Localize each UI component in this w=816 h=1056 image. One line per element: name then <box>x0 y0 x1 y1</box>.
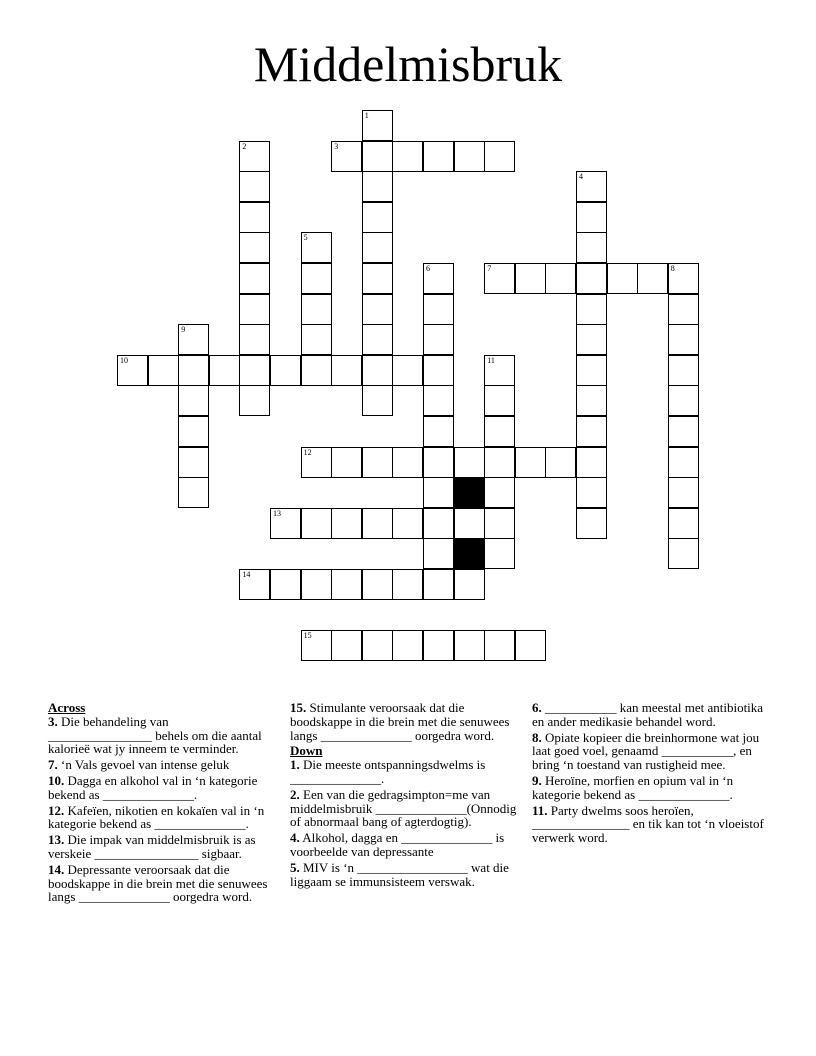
grid-cell[interactable] <box>362 294 393 325</box>
clue-number-14: 14 <box>242 570 251 579</box>
grid-cell[interactable] <box>545 447 576 478</box>
grid-cell[interactable] <box>423 263 454 294</box>
grid-cell[interactable] <box>270 508 301 539</box>
grid-cell[interactable] <box>576 171 607 202</box>
grid-cell[interactable] <box>423 385 454 416</box>
grid-cell[interactable] <box>515 447 546 478</box>
grid-cell[interactable] <box>239 232 270 263</box>
grid-cell[interactable] <box>545 263 576 294</box>
grid-cell[interactable] <box>362 141 393 172</box>
clue-number-1: 1 <box>364 111 369 120</box>
clue-number-12: 12 <box>303 447 312 457</box>
grid-cell[interactable] <box>331 141 362 172</box>
grid-cell[interactable] <box>301 232 332 263</box>
clue-number-15: 15 <box>303 631 312 641</box>
grid-cell[interactable] <box>178 416 209 447</box>
grid-block-cell <box>454 477 485 508</box>
grid-cell[interactable] <box>484 416 515 447</box>
grid-cell[interactable] <box>576 355 607 386</box>
grid-cell[interactable] <box>484 385 515 416</box>
grid-cell[interactable] <box>576 232 607 263</box>
grid-cell[interactable] <box>301 324 332 355</box>
grid-cell[interactable] <box>178 324 209 355</box>
grid-cell[interactable] <box>392 141 423 172</box>
grid-cell[interactable] <box>668 416 699 447</box>
grid-cell[interactable] <box>637 263 668 294</box>
clue-number-11: 11 <box>487 355 495 365</box>
grid-cell[interactable] <box>209 355 240 386</box>
grid-cell[interactable] <box>362 202 393 233</box>
grid-cell[interactable] <box>454 447 485 478</box>
grid-cell[interactable] <box>484 141 515 172</box>
grid-cell[interactable] <box>331 630 362 661</box>
grid-cell[interactable] <box>423 355 454 386</box>
grid-cell[interactable] <box>484 447 515 478</box>
clue-across-14: 14. Depressante veroorsaak dat die boodskappe in die brein met die senuwees langs ______________ oorgedra word. <box>48 861 268 905</box>
clue-number-9: 9 <box>181 325 186 335</box>
grid-cell[interactable] <box>668 477 699 508</box>
grid-cell[interactable] <box>362 110 393 141</box>
clue-down-5: 5. MIV is ‘n _________________ wat die liggaam se immunsisteem verswak. <box>290 859 509 889</box>
grid-cell[interactable] <box>362 447 393 478</box>
grid-cell[interactable] <box>484 538 515 569</box>
grid-cell[interactable] <box>423 294 454 325</box>
clue-down-11: 11. Party dwelms soos heroïen, _______________ en tik kan tot ‘n vloeistof verwerk word. <box>532 802 764 846</box>
grid-cell[interactable] <box>423 569 454 600</box>
clue-across-3: 3. Die behandeling van ________________ behels om die aantal kalorieë wat jy inneem te verminder. <box>48 713 262 757</box>
grid-cell[interactable] <box>362 263 393 294</box>
clue-column-1 <box>48 701 273 906</box>
clue-across-7: 7. ‘n Vals gevoel van intense geluk <box>48 757 230 773</box>
grid-cell[interactable] <box>362 508 393 539</box>
clue-across-10: 10. Dagga en alkohol val in ‘n kategorie bekend as ______________. <box>48 772 258 802</box>
grid-cell[interactable] <box>454 508 485 539</box>
grid-cell[interactable] <box>239 171 270 202</box>
grid-cell[interactable] <box>392 630 423 661</box>
grid-cell[interactable] <box>178 477 209 508</box>
clue-number-5: 5 <box>303 233 308 243</box>
clue-across-13: 13. Die impak van middelmisbruik is as verskeie ________________ sigbaar. <box>48 832 256 861</box>
grid-cell[interactable] <box>178 355 209 386</box>
grid-cell[interactable] <box>576 508 607 539</box>
clue-number-7: 7 <box>487 264 492 273</box>
grid-cell[interactable] <box>576 385 607 416</box>
grid-cell[interactable] <box>239 569 270 600</box>
grid-cell[interactable] <box>362 232 393 263</box>
grid-cell[interactable] <box>515 630 546 661</box>
grid-cell[interactable] <box>423 416 454 447</box>
grid-cell[interactable] <box>362 355 393 386</box>
grid-cell[interactable] <box>331 508 362 539</box>
clue-across-15: 15. Stimulante veroorsaak dat die boodskappe in die brein met die senuwees langs ______________ oorgedra word. <box>290 700 510 743</box>
grid-cell[interactable] <box>423 630 454 661</box>
grid-cell[interactable] <box>239 202 270 233</box>
grid-cell[interactable] <box>576 447 607 478</box>
grid-cell[interactable] <box>423 477 454 508</box>
grid-cell[interactable] <box>392 447 423 478</box>
grid-cell[interactable] <box>362 171 393 202</box>
grid-cell[interactable] <box>301 355 332 386</box>
grid-cell[interactable] <box>331 447 362 478</box>
grid-cell[interactable] <box>270 569 301 600</box>
clue-down-6: 6. ___________ kan meestal met antibiotika en ander medikasie behandel word. <box>532 700 764 729</box>
grid-cell[interactable] <box>668 538 699 569</box>
grid-cell[interactable] <box>423 538 454 569</box>
grid-cell[interactable] <box>423 324 454 355</box>
clue-down-8: 8. Opiate kopieer die breinhormone wat jou laat goed voel, genaamd ___________, en bring ‘n toestand van rustigheid mee. <box>532 729 760 773</box>
grid-cell[interactable] <box>148 355 179 386</box>
grid-cell[interactable] <box>239 355 270 386</box>
grid-cell[interactable] <box>362 385 393 416</box>
clue-number-6: 6 <box>426 264 430 273</box>
grid-cell[interactable] <box>576 416 607 447</box>
clue-number-8: 8 <box>670 264 675 273</box>
grid-cell[interactable] <box>423 508 454 539</box>
grid-cell[interactable] <box>301 263 332 294</box>
grid-cell[interactable] <box>668 508 699 539</box>
grid-cell[interactable] <box>576 324 607 355</box>
clue-down-1: 1. Die meeste ontspanningsdwelms is ______________. <box>290 757 486 786</box>
grid-cell[interactable] <box>484 630 515 661</box>
grid-cell[interactable] <box>362 569 393 600</box>
grid-cell[interactable] <box>301 447 332 478</box>
grid-cell[interactable] <box>362 630 393 661</box>
grid-cell[interactable] <box>576 294 607 325</box>
grid-cell[interactable] <box>301 508 332 539</box>
grid-cell[interactable] <box>668 263 699 294</box>
grid-cell[interactable] <box>423 141 454 172</box>
grid-cell[interactable] <box>668 355 699 386</box>
grid-block-cell <box>454 538 485 569</box>
down-header: Down <box>290 743 323 759</box>
grid-cell[interactable] <box>668 294 699 325</box>
grid-cell[interactable] <box>515 263 546 294</box>
grid-cell[interactable] <box>362 324 393 355</box>
grid-cell[interactable] <box>668 324 699 355</box>
clue-column-2 <box>290 701 525 890</box>
grid-cell[interactable] <box>239 141 270 172</box>
clue-number-3: 3 <box>334 141 339 151</box>
grid-cell[interactable] <box>454 141 485 172</box>
clue-across-12: 12. Kafeïen, nikotien en kokaïen val in ‘n kategorie bekend as ______________. <box>48 802 265 832</box>
grid-cell[interactable] <box>484 355 515 386</box>
grid-cell[interactable] <box>239 294 270 325</box>
grid-cell[interactable] <box>454 630 485 661</box>
grid-cell[interactable] <box>668 447 699 478</box>
grid-cell[interactable] <box>270 355 301 386</box>
clue-number-10: 10 <box>120 355 128 365</box>
grid-cell[interactable] <box>117 355 148 386</box>
grid-cell[interactable] <box>576 202 607 233</box>
grid-cell[interactable] <box>484 477 515 508</box>
grid-cell[interactable] <box>484 508 515 539</box>
grid-cell[interactable] <box>423 447 454 478</box>
clue-number-4: 4 <box>579 172 583 182</box>
clue-down-2: 2. Een van die gedragsimpton=me van middelmisbruik ______________(Onnodig of abnormaal bang of agterdogtig). <box>290 786 517 830</box>
page-title: Middelmisbruk <box>253 36 563 92</box>
clue-number-13: 13 <box>273 508 281 518</box>
grid-cell[interactable] <box>178 385 209 416</box>
grid-cell[interactable] <box>331 355 362 386</box>
grid-cell[interactable] <box>576 263 607 294</box>
grid-cell[interactable] <box>239 324 270 355</box>
clue-down-4: 4. Alkohol, dagga en ______________ is voorbeelde van depressante <box>290 830 505 859</box>
grid-cell[interactable] <box>668 385 699 416</box>
grid-cell[interactable] <box>301 569 332 600</box>
across-header: Across <box>48 700 86 715</box>
grid-cell[interactable] <box>392 355 423 386</box>
grid-cell[interactable] <box>301 630 332 661</box>
grid-cell[interactable] <box>484 263 515 294</box>
grid-cell[interactable] <box>392 508 423 539</box>
grid-cell[interactable] <box>301 294 332 325</box>
clue-down-9: 9. Heroïne, morfien en opium val in ‘n kategorie bekend as ______________. <box>532 772 734 802</box>
clue-column-3 <box>532 701 768 847</box>
grid-cell[interactable] <box>178 447 209 478</box>
grid-cell[interactable] <box>331 569 362 600</box>
grid-cell[interactable] <box>607 263 638 294</box>
grid-cell[interactable] <box>576 477 607 508</box>
grid-cell[interactable] <box>239 263 270 294</box>
grid-cell[interactable] <box>239 385 270 416</box>
grid-cell[interactable] <box>454 569 485 600</box>
grid-cell[interactable] <box>392 569 423 600</box>
clue-number-2: 2 <box>242 141 247 151</box>
